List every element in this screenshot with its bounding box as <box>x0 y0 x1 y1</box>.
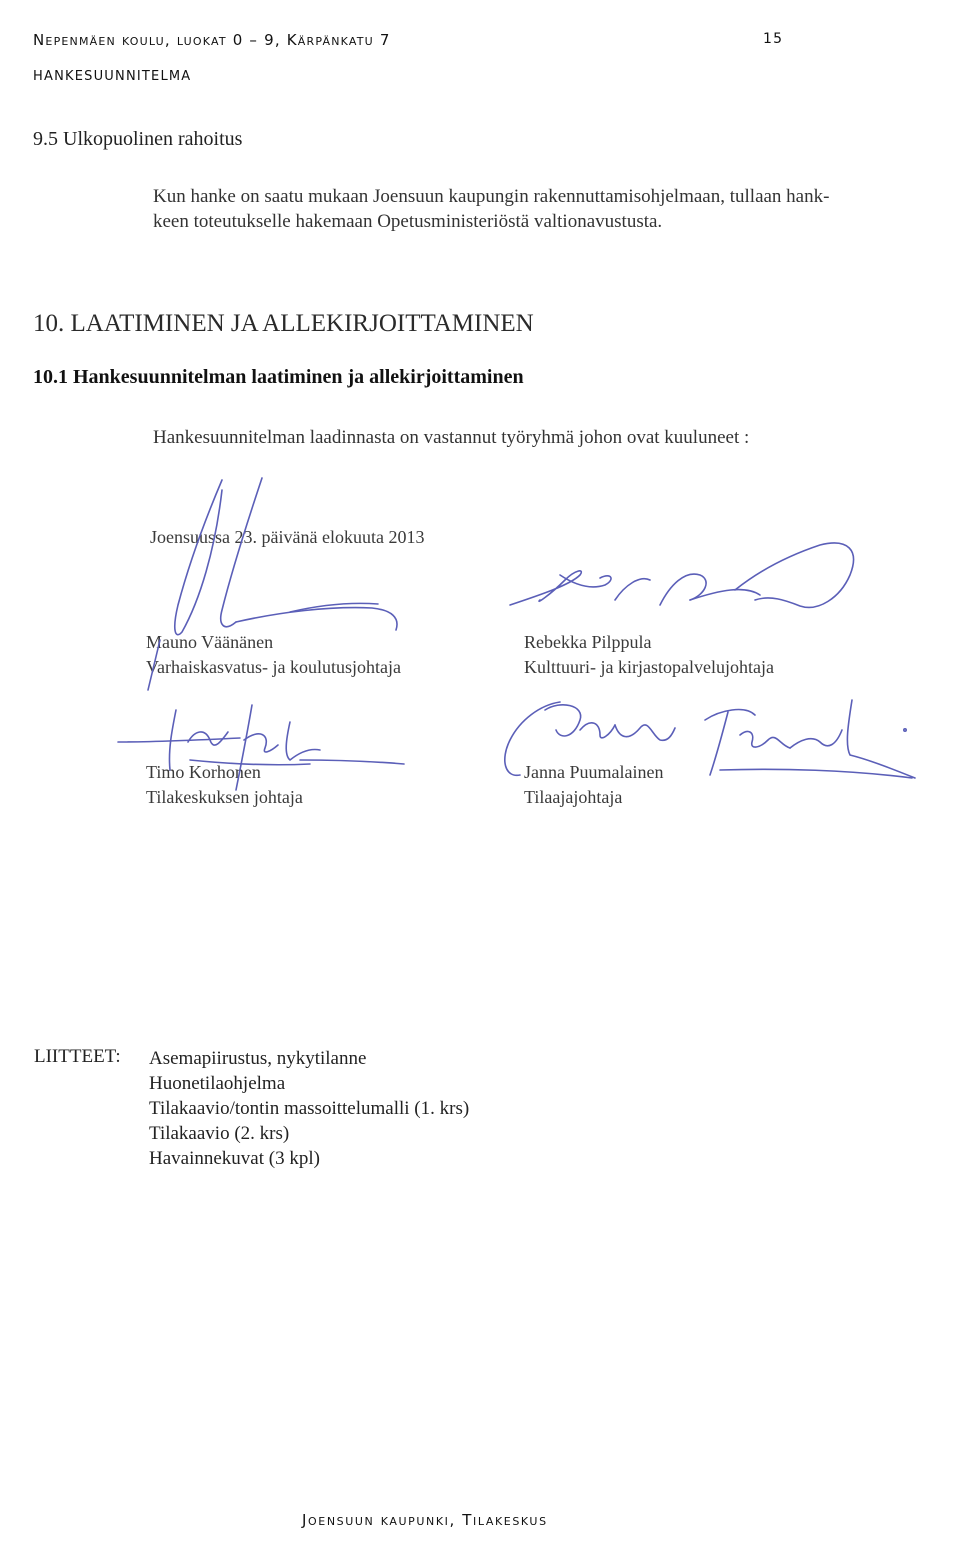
attachment-item: Tilakaavio/tontin massoittelumalli (1. krs) <box>149 1098 470 1119</box>
signatory-name-korhonen: Timo Korhonen <box>146 762 261 782</box>
attachment-item: Tilakaavio (2. krs) <box>149 1123 290 1144</box>
signatory-name-vaananen: Mauno Väänänen <box>146 632 274 652</box>
section-heading-10: 10. LAATIMINEN JA ALLEKIRJOITTAMINEN <box>33 310 534 337</box>
attachment-item: Havainnekuvat (3 kpl) <box>149 1148 320 1169</box>
footer-text: Joensuun kaupunki, Tilakeskus <box>302 1511 548 1529</box>
section-9-5-paragraph-line1: Kun hanke on saatu mukaan Joensuun kaupungin rakennuttamisohjelmaan, tullaan hank- <box>153 186 830 207</box>
signatory-name-pilppula: Rebekka Pilppula <box>524 632 652 652</box>
signatory-name-puumalainen: Janna Puumalainen <box>524 762 664 782</box>
attachments-label: LIITTEET: <box>34 1046 121 1067</box>
header-line1: Nepenmäen koulu, luokat 0 – 9, Kärpänkatu 7 <box>33 31 391 49</box>
attachment-item: Huonetilaohjelma <box>149 1073 286 1094</box>
signatory-title-pilppula: Kulttuuri- ja kirjastopalvelujohtaja <box>524 657 774 677</box>
section-heading-9-5: 9.5 Ulkopuolinen rahoitus <box>33 128 243 150</box>
attachments-list <box>149 1046 469 1171</box>
page-number: 15 <box>763 31 784 47</box>
signature-pilppula <box>510 543 853 607</box>
section-subheading-10-1: 10.1 Hankesuunnitelman laatiminen ja allekirjoittaminen <box>33 366 524 388</box>
workgroup-intro: Hankesuunnitelman laadinnasta on vastannut työryhmä johon ovat kuuluneet : <box>153 427 750 448</box>
signatory-title-vaananen: Varhaiskasvatus- ja koulutusjohtaja <box>146 657 401 677</box>
attachment-item: Asemapiirustus, nykytilanne <box>149 1048 367 1069</box>
place-and-date: Joensuussa 23. päivänä elokuuta 2013 <box>150 527 425 547</box>
signatory-title-puumalainen: Tilaajajohtaja <box>524 787 623 807</box>
signatory-title-korhonen: Tilakeskuksen johtaja <box>146 787 303 807</box>
section-9-5-paragraph-line2: keen toteutukselle hakemaan Opetusministeriöstä valtionavustusta. <box>153 211 663 232</box>
header-line2: HANKESUUNNITELMA <box>33 69 192 84</box>
